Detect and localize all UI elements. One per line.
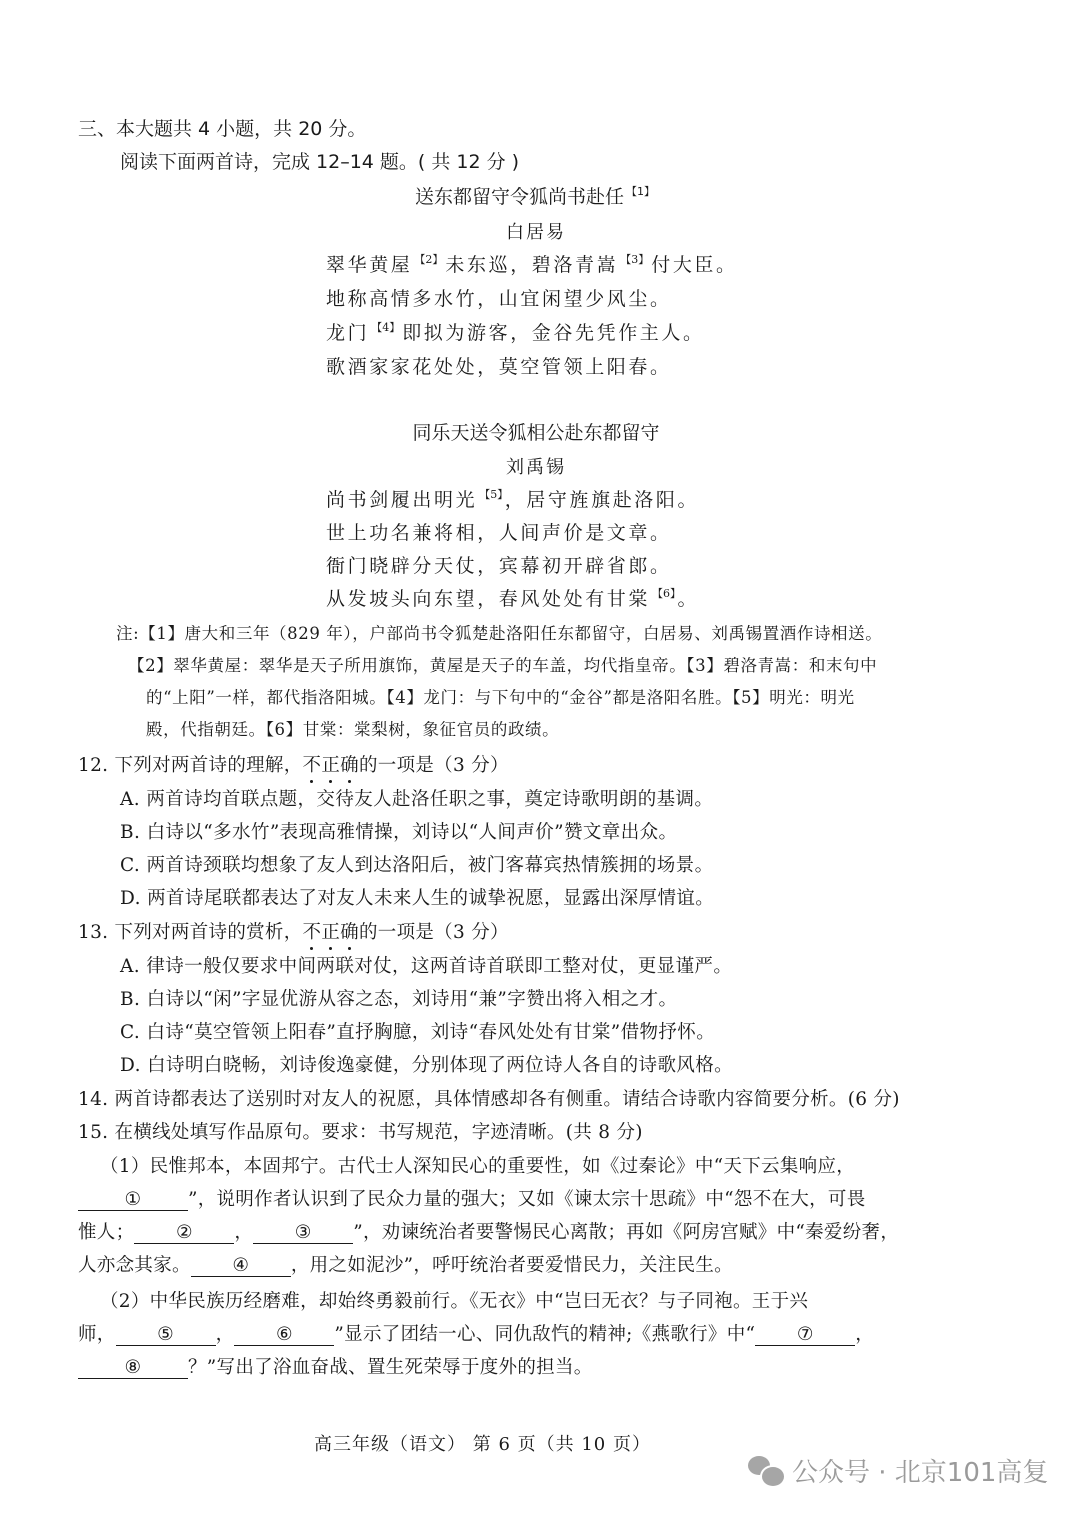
footnote-ref: 【6】 bbox=[652, 587, 676, 600]
q15-part1-line4: 人亦念其家。 ④ ，用之如泥沙”，呼吁统治者要爱惜民力，关注民生。 bbox=[78, 1255, 733, 1276]
question-number: 13. bbox=[78, 922, 109, 943]
note-line-2: 【2】翠华黄屋：翠华是天子所用旗饰，黄屋是天子的车盖，均代指皇帝。【3】碧洛青嵩：和末句中 bbox=[128, 656, 878, 675]
q13-option-b[interactable]: B. 白诗以“闲”字显优游从容之态，刘诗用“兼”字赞出将入相之才。 bbox=[120, 989, 678, 1010]
poem2-line-4: 从发坡头向东望，春风处处有甘棠 $^{【6】}$ 。 bbox=[326, 587, 700, 610]
poem1-line-4: 歌酒家家花处处，莫空管领上阳春。 bbox=[326, 356, 672, 378]
emphasis-char: 确 bbox=[340, 755, 359, 776]
watermark bbox=[748, 1452, 1048, 1489]
note-line-4: 殿，代指朝廷。【6】甘棠：棠梨树，象征官员的政绩。 bbox=[146, 720, 560, 739]
fill-blank-5[interactable]: ⑤ bbox=[116, 1325, 216, 1346]
fill-blank-2[interactable]: ② bbox=[134, 1223, 234, 1244]
q15-part2-line2: 师， ⑤ ， ⑥ ”显示了团结一心、同仇敌忾的精神;《燕歌行》中“ ⑦ ， bbox=[78, 1324, 875, 1345]
emphasis-char: 不 bbox=[302, 755, 322, 776]
question-number: 14. bbox=[78, 1089, 109, 1110]
question-12: 12. 下列对两首诗的理解，不正确的一项是（3 分） bbox=[78, 755, 509, 776]
footnote-ref: 【4】 bbox=[371, 321, 401, 334]
wechat-icon bbox=[748, 1456, 784, 1486]
footnote-ref: 【5】 bbox=[479, 488, 503, 501]
poem2-line-1: 尚书剑履出明光 $^{【5】}$ ，居守旌旗赴洛阳。 bbox=[326, 488, 700, 511]
q15-part1-line1: （1）民惟邦本，本固邦宁。古代士人深知民心的重要性，如《过秦论》中“天下云集响应， bbox=[100, 1156, 856, 1177]
poem2-title: 同乐天送令狐相公赴东都留守 bbox=[412, 422, 660, 444]
fill-blank-3[interactable]: ③ bbox=[253, 1223, 353, 1244]
fill-blank-7[interactable]: ⑦ bbox=[755, 1325, 855, 1346]
q13-option-a[interactable]: A. 律诗一般仅要求中间两联对仗，这两首诗首联即工整对仗，更显谨严。 bbox=[120, 956, 733, 977]
footnote-ref: 【1】 bbox=[626, 185, 655, 198]
q12-option-a[interactable]: A. 两首诗均首联点题，交待友人赴洛任职之事，奠定诗歌明朗的基调。 bbox=[120, 789, 714, 810]
footnote-ref: 【3】 bbox=[620, 253, 650, 266]
question-15: 15. 在横线处填写作品原句。要求：书写规范，字迹清晰。(共 8 分) bbox=[78, 1122, 643, 1143]
poem1-author: 白居易 bbox=[506, 222, 566, 243]
q15-part2-line1: （2）中华民族历经磨难，却始终勇毅前行。《无衣》中“岂曰无衣？与子同袍。王于兴 bbox=[100, 1291, 809, 1312]
poem1-line-2: 地称高情多水竹，山宜闲望少风尘。 bbox=[326, 288, 672, 310]
poem2-line-2: 世上功名兼将相，人间声价是文章。 bbox=[326, 522, 672, 544]
q15-part1-line3: 惟人； ② ， ③ ”，劝谏统治者要警惕民心离散；再如《阿房宫赋》中“秦爱纷奢， bbox=[78, 1222, 900, 1243]
poem2-line-3: 衙门晓辟分天仗，宾幕初开辟省郎。 bbox=[326, 555, 672, 577]
page-footer: 高三年级（语文） 第 6 页（共 10 页） bbox=[314, 1434, 651, 1455]
fill-blank-4[interactable]: ④ bbox=[191, 1256, 291, 1277]
emphasis-char: 不 bbox=[302, 922, 322, 943]
q12-option-b[interactable]: B. 白诗以“多水竹”表现高雅情操，刘诗以“人间声价”赞文章出众。 bbox=[120, 822, 678, 843]
q15-part2-line3: ⑧ ？”写出了浴血奋战、置生死荣辱于度外的担当。 bbox=[78, 1353, 593, 1379]
emphasis-char: 正 bbox=[321, 755, 341, 776]
question-14: 14. 两首诗都表达了送别时对友人的祝愿，具体情感却各有侧重。请结合诗歌内容简要分析。(6 分) bbox=[78, 1089, 900, 1110]
poem1-title: 送东都留守令狐尚书赴任 $^{【1】}$ bbox=[414, 185, 655, 208]
note-line-3: 的“上阳”一样，都代指洛阳城。【4】龙门：与下句中的“金谷”都是洛阳名胜。【5】明光：明光 bbox=[146, 688, 855, 707]
question-number: 12. bbox=[78, 755, 109, 776]
emphasis-char: 正 bbox=[321, 922, 341, 943]
reading-intro: 阅读下面两首诗，完成 12–14 题。( 共 12 分 ) bbox=[120, 151, 520, 173]
watermark-text: 公众号 · 北京101高复 bbox=[792, 1458, 1049, 1488]
emphasis-char: 确 bbox=[340, 922, 359, 943]
q13-option-c[interactable]: C. 白诗“莫空管领上阳春”直抒胸臆，刘诗“春风处处有甘棠”借物抒怀。 bbox=[120, 1022, 716, 1043]
fill-blank-1[interactable]: ① bbox=[78, 1190, 188, 1211]
fill-blank-8[interactable]: ⑧ bbox=[78, 1358, 188, 1379]
q15-part1-line2: ① ”，说明作者认识到了民众力量的强大；又如《谏太宗十思疏》中“怨不在大，可畏 bbox=[78, 1185, 866, 1211]
q12-option-c[interactable]: C. 两首诗颈联均想象了友人到达洛阳后，被门客幕宾热情簇拥的场景。 bbox=[120, 855, 714, 876]
fill-blank-6[interactable]: ⑥ bbox=[234, 1325, 334, 1346]
poem1-line-1: 翠华黄屋 $^{【2】}$ 未东巡，碧洛青嵩 $^{【3】}$ 付大臣。 bbox=[326, 253, 738, 276]
q12-option-d[interactable]: D. 两首诗尾联都表达了对友人未来人生的诚挚祝愿，显露出深厚情谊。 bbox=[120, 888, 715, 909]
q13-option-d[interactable]: D. 白诗明白晓畅，刘诗俊逸豪健，分别体现了两位诗人各自的诗歌风格。 bbox=[120, 1055, 734, 1076]
poem1-line-3: 龙门 $^{【4】}$ 即拟为游客，金谷先凭作主人。 bbox=[326, 321, 705, 344]
question-number: 15. bbox=[78, 1122, 109, 1143]
note-line-1: 注:【1】唐大和三年（829 年），户部尚书令狐楚赴洛阳任东都留守，白居易、刘禹锡置酒作诗相送。 bbox=[116, 624, 883, 643]
question-13: 13. 下列对两首诗的赏析，不正确的一项是（3 分） bbox=[78, 922, 509, 943]
poem2-author: 刘禹锡 bbox=[506, 457, 566, 478]
footnote-ref: 【2】 bbox=[414, 253, 444, 266]
section-title: 三、本大题共 4 小题，共 20 分。 bbox=[78, 118, 367, 140]
